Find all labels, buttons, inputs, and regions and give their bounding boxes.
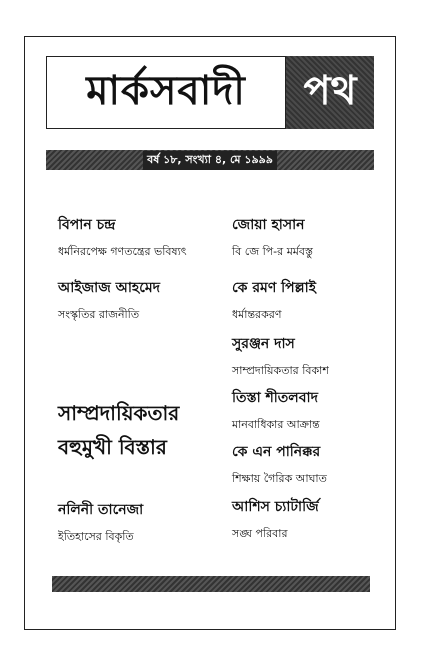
author-name: সুরঞ্জন দাস: [232, 336, 295, 352]
article-title: সাম্প্রদায়িকতার বিকাশ: [232, 364, 329, 377]
article-title: ইতিহাসের বিকৃতি: [58, 530, 134, 543]
author-name: তিস্তা শীতলবাদ: [232, 390, 318, 406]
article-right-5: [232, 440, 327, 489]
article-left-2: [58, 276, 160, 325]
author-name: কে এন পানিক্কর: [232, 444, 321, 460]
article-right-2: [232, 276, 316, 325]
article-right-1: [232, 213, 313, 262]
article-title: সঙ্ঘ পরিবার: [232, 527, 288, 540]
magazine-title-inverse: পথ: [286, 56, 374, 129]
author-name: বিপান চন্দ্র: [58, 217, 116, 233]
article-left-3: [58, 498, 143, 547]
author-name: আশিস চ্যাটার্জি: [232, 499, 319, 515]
article-title: মানবাধিকার আক্রান্ত: [232, 418, 320, 431]
author-name: জোয়া হাসান: [232, 217, 305, 233]
article-right-3: [232, 332, 329, 381]
article-title: ধর্মনিরপেক্ষ গণতন্ত্রের ভবিষ্যৎ: [58, 245, 187, 258]
article-title: ধর্মান্তরকরণ: [232, 308, 282, 321]
author-name: কে রমণ পিল্লাই: [232, 280, 316, 296]
author-name: আইজাজ আহমেদ: [58, 280, 161, 296]
article-title: শিক্ষায় গৈরিক আঘাত: [232, 472, 327, 485]
issue-info: বর্ষ ১৮, সংখ্যা ৪, মে ১৯৯৯: [143, 151, 277, 170]
feature-line-1: সাম্প্রদায়িকতার: [58, 401, 180, 425]
masthead: [46, 56, 374, 129]
author-name: নলিনী তানেজা: [58, 502, 144, 518]
issue-info-bar: [46, 150, 374, 170]
magazine-title: মার্কসবাদী: [46, 56, 286, 129]
bottom-decorative-bar: [52, 576, 370, 592]
feature-headline: [58, 396, 179, 464]
article-title: বি জে পি-র মর্মবস্তু: [232, 245, 313, 258]
feature-line-2: বহুমুখী বিস্তার: [58, 435, 167, 459]
article-title: সংস্কৃতির রাজনীতি: [58, 308, 140, 321]
article-left-1: [58, 213, 187, 262]
article-right-4: [232, 386, 320, 435]
article-right-6: [232, 495, 319, 544]
